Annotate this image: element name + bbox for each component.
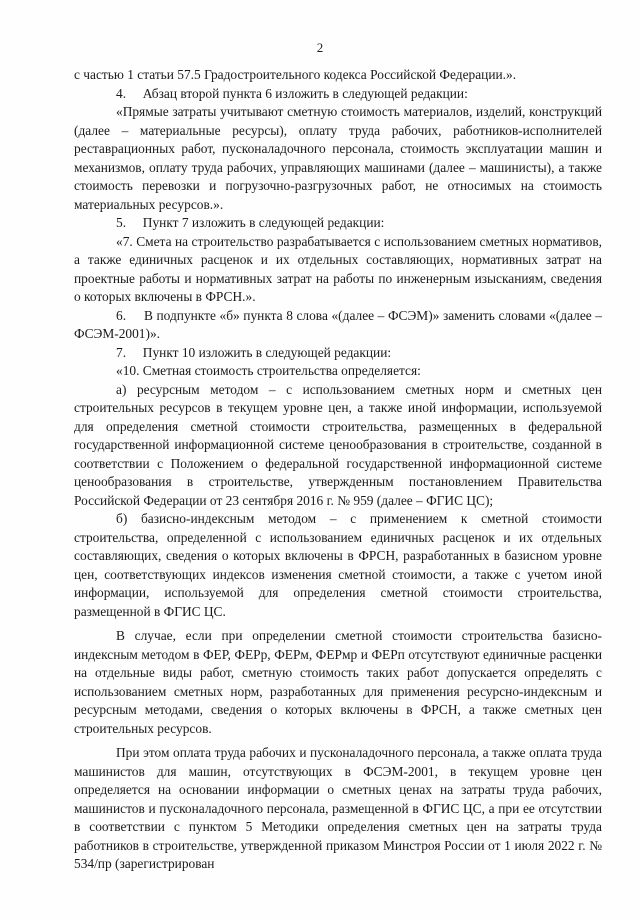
item-4-heading: 4. Абзац второй пункта 6 изложить в следующей редакции: (116, 85, 468, 101)
item-6-text: 6. В подпункте «б» пункта 8 слова «(далее – ФСЭМ)» заменить словами «(далее – ФСЭМ-2001)». (74, 307, 602, 341)
item-7-wages-paragraph: При этом оплата труда рабочих и пусконаладочного персонала, а также оплата труда машинистов для машин, отсутствующих в ФСЭМ-2001, в текущем уровне цен определяется на основании информации о сметных ценах на затраты труда рабочих, машинистов и пусконаладочного персонала, размещенной в ФГИС ЦС, а при ее отсутствии в соответствии с пунктом 5 Методики определения сметных цен на затраты труда работников в строительстве, утвержденной приказом Минстроя России от 1 июля 2022 г. № 534/пр (зарегистрирован (74, 745, 602, 871)
item-7-heading: 7. Пункт 10 изложить в следующей редакции: (116, 344, 392, 360)
item-7-subpoint-a: а) ресурсным методом – с использованием сметных норм и сметных цен строительных ресурсов в текущем уровне цен, а также иной информации, используемой для определения сметной стоимости строительства, размещенных в федеральной государственной информационной системе ценообразования в строительстве, созданной в соответствии с Положением о федеральной государственной информационной системе ценообразования в строительстве, утвержденным постановлением Правительства Российской Федерации от 23 сентября 2016 г. № 959 (далее – ФГИС ЦС); (74, 381, 602, 508)
item-4-text: «Прямые затраты учитывают сметную стоимость материалов, изделий, конструкций (далее – материальные ресурсы), оплату труда рабочих, работников-исполнителей реставрационных работ, пусконаладочного персонала, стоимость эксплуатации машин и механизмов, оплату труда рабочих, управляющих машинами (далее – машинисты), а также стоимость перевозки и погрузочно-разгрузочных работ, не относимых на стоимость материальных ресурсов.». (74, 104, 602, 212)
item-5-text: «7. Смета на строительство разрабатывается с использованием сметных нормативов, а также единичных расценок и их отдельных составляющих, нормативных затрат на проектные работы и нормативных затрат на работы по инженерным изысканиям, сведения о которых включены в ФРСН.». (74, 233, 602, 304)
paragraph-continuation: с частью 1 статьи 57.5 Градостроительного кодекса Российской Федерации.». (74, 67, 517, 82)
page-number: 2 (316, 40, 324, 55)
item-5-heading: 5. Пункт 7 изложить в следующей редакции: (116, 215, 385, 230)
item-7-intro: «10. Сметная стоимость строительства определяется: (116, 363, 421, 378)
item-7-subpoint-b: б) базисно-индексным методом – с применением к сметной стоимости строительства, определенной с использованием единичных расценок и их отдельных составляющих, сведения о которых включены в ФРСН, разработанных в базисном уровне цен, соответствующих индексов изменения сметной стоимости, а также с учетом иной информации, используемой для определения сметной стоимости строительства, размещенной в ФГИС ЦС. (74, 511, 602, 619)
document-body (74, 66, 602, 874)
item-7-case-paragraph: В случае, если при определении сметной стоимости строительства базисно-индексным методом в ФЕР, ФЕРр, ФЕРм, ФЕРмр и ФЕРп отсутствуют единичные расценки на отдельные виды работ, сметную стоимость таких работ допускается определять с использованием сметных норм, разработанных для применения ресурсно-индексным и ресурсным методами, сведения о которых включены в ФРСН, а также сметных цен строительных ресурсов. (74, 628, 602, 736)
